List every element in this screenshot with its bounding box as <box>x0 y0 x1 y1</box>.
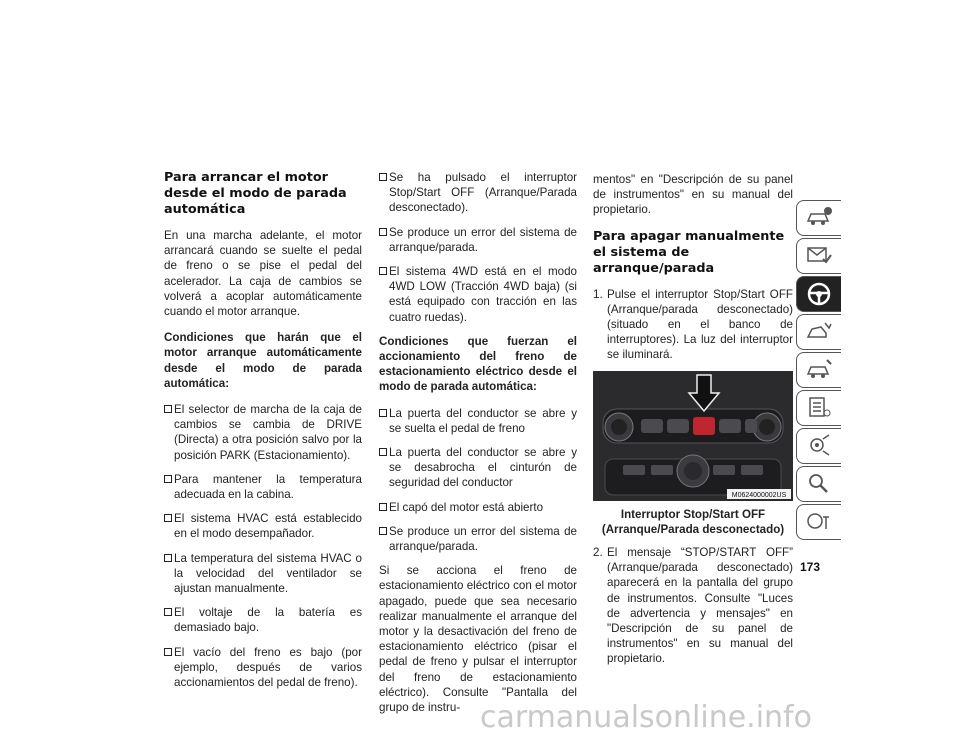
list-item: La puerta del conductor se abre y se desabrocha el cinturón de seguridad del conductor <box>379 445 577 491</box>
checkbox-bullet-icon <box>164 608 172 616</box>
tab-messages[interactable] <box>796 238 841 274</box>
list-item: El voltaje de la batería es demasiado bajo. <box>164 605 362 635</box>
subheading: Condiciones que harán que el motor arranque automáticamente desde el modo de parada automática: <box>164 331 362 390</box>
tab-driving[interactable] <box>796 276 841 312</box>
list-item: Para mantener la temperatura adecuada en la cabina. <box>164 472 362 502</box>
chapter-tabs <box>796 200 842 542</box>
wrench-gear-icon <box>805 433 833 457</box>
list-item: El vacío del freno es bajo (por ejemplo, después de varios accionamientos del pedal de freno). <box>164 645 362 691</box>
list-item: La puerta del conductor se abre y se suelta el pedal de freno <box>379 406 577 436</box>
paragraph: Si se acciona el freno de estacionamiento eléctrico con el motor apagado, puede que sea necesario realizar manualmente el arranque del motor y la desactivación del freno de estacionamiento eléctrico (pisar el pedal de freno y pulsar el interruptor del freno de estacionamiento eléctrico). Consulte "Pantalla del grupo de instru- <box>379 564 577 715</box>
envelope-check-icon <box>805 243 833 267</box>
checkbox-bullet-icon <box>379 503 387 511</box>
checkbox-bullet-icon <box>379 527 387 535</box>
list-icon <box>805 395 833 419</box>
list-item: El sistema 4WD está en el modo 4WD LOW (Tracción 4WD baja) (si está equipado con tracción en las cuatro ruedas). <box>379 264 577 325</box>
car-service-icon <box>805 357 833 381</box>
bullet-list <box>164 402 362 690</box>
checkbox-bullet-icon <box>379 267 387 275</box>
checkbox-bullet-icon <box>164 475 172 483</box>
tab-language[interactable] <box>796 504 841 540</box>
paragraph: En una marcha adelante, el motor arrancará cuando se suelte el pedal de freno o se pise el pedal del acelerador. La caja de cambios se volverá a acoplar automáticamente cuando el motor arranque. <box>164 229 362 319</box>
list-item: Se produce un error del sistema de arranque/parada. <box>379 524 577 554</box>
list-item: La temperatura del sistema HVAC o la velocidad del ventilador se ajustan manualmente. <box>164 551 362 597</box>
steering-wheel-icon <box>805 281 833 307</box>
column-left <box>164 170 362 699</box>
crash-icon <box>805 319 833 343</box>
list-item: Se ha pulsado el interruptor Stop/Start OFF (Arranque/Parada desconectado). <box>379 170 577 216</box>
bullet-list <box>379 406 577 555</box>
subheading: Condiciones que fuerzan el accionamiento del freno de estacionamiento eléctrico desde el modo de parada automática: <box>379 334 577 394</box>
column-right <box>593 172 793 675</box>
step-item: 1. Pulse el interruptor Stop/Start OFF (Arranque/parada desconectado) (situado en el banco de interruptores). La luz del interruptor se iluminará. <box>593 287 793 362</box>
page-number: 173 <box>800 560 821 574</box>
paragraph-continued: mentos" en "Descripción de su panel de instrumentos" en su manual del propietario. <box>593 173 793 217</box>
car-info-icon <box>805 205 833 229</box>
switch-bank-photo <box>593 371 793 501</box>
list-item: El sistema HVAC está establecido en el modo desempañador. <box>164 511 362 541</box>
section-heading: Para apagar manualmente el sistema de arranque/parada <box>593 228 785 276</box>
magnifier-icon <box>805 471 833 495</box>
steps-list <box>593 545 793 667</box>
watermark: carmanualsonline.info <box>480 700 812 735</box>
list-item: El selector de marcha de la caja de cambios se cambia de DRIVE (Directa) a otra posición salvo por la posición PARK (Estacionamiento). <box>164 402 362 463</box>
checkbox-bullet-icon <box>379 228 387 236</box>
tab-service[interactable] <box>796 352 841 388</box>
checkbox-bullet-icon <box>164 405 172 413</box>
switch-bank-illustration <box>593 371 793 501</box>
checkbox-bullet-icon <box>164 514 172 522</box>
photo-code: M0624000002US <box>731 491 787 499</box>
language-icon <box>805 509 833 533</box>
list-item: El capó del motor está abierto <box>379 500 577 515</box>
tab-emergency[interactable] <box>796 314 841 350</box>
steps-list <box>593 287 793 363</box>
checkbox-bullet-icon <box>164 648 172 656</box>
checkbox-bullet-icon <box>379 409 387 417</box>
checkbox-bullet-icon <box>379 448 387 456</box>
column-middle <box>379 170 577 726</box>
bullet-list <box>379 170 577 325</box>
tab-index[interactable] <box>796 466 841 502</box>
tab-specs[interactable] <box>796 390 841 426</box>
checkbox-bullet-icon <box>379 173 387 181</box>
section-heading: Para arrancar el motor desde el modo de parada automática <box>164 170 347 217</box>
tab-multimedia[interactable] <box>796 428 841 464</box>
photo-caption: Interruptor Stop/Start OFF (Arranque/Parada desconectado) <box>601 507 785 536</box>
checkbox-bullet-icon <box>164 554 172 562</box>
list-item: Se produce un error del sistema de arranque/parada. <box>379 225 577 255</box>
step-item: 2. El mensaje “STOP/START OFF” (Arranque/parada desconectado) aparecerá en la pantalla del grupo de instrumentos. Consulte "Luces de advertencia y mensajes" en "Descripción de su panel de instrumentos" en su manual del propietario. <box>593 546 793 666</box>
tab-car-info[interactable] <box>796 200 841 236</box>
